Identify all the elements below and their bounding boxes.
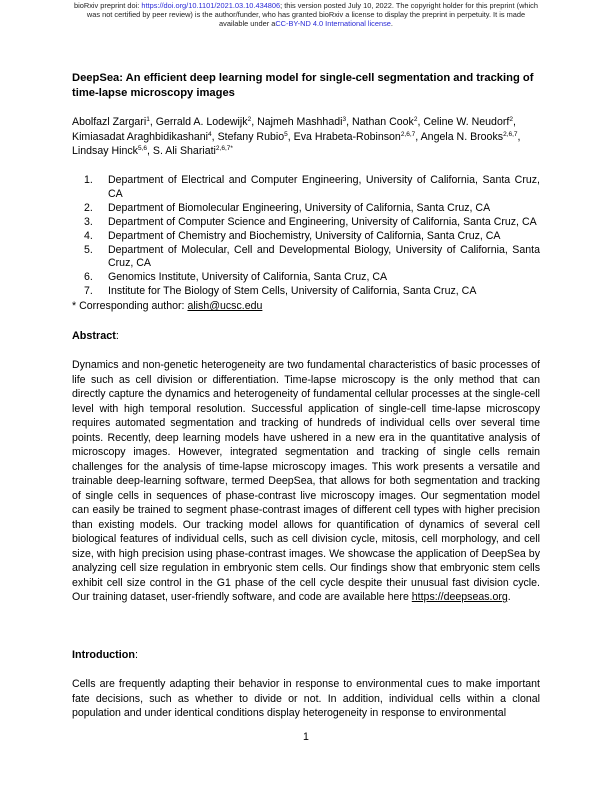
deepseas-link[interactable]: https://deepseas.org	[411, 591, 508, 603]
affiliation-text: Department of Biomolecular Engineering, University of California, Santa Cruz, CA	[108, 201, 491, 214]
author-affiliation-marker: 2,6,7*	[215, 145, 233, 153]
introduction-heading-text: Introduction	[72, 649, 135, 661]
abstract-heading-text: Abstract	[72, 330, 116, 342]
abstract-heading-colon: :	[115, 330, 119, 342]
corresponding-author	[72, 299, 262, 313]
doi-link[interactable]: https://doi.org/10.1101/2021.03.10.434806	[141, 1, 281, 10]
introduction-heading-colon: :	[134, 649, 138, 661]
affiliation-item	[84, 271, 540, 285]
author-name: S. Ali Shariati	[152, 145, 216, 158]
affiliation-number: 7.	[84, 285, 93, 298]
author-name: Lindsay Hinck	[72, 145, 138, 158]
affiliation-number: 6.	[84, 271, 93, 284]
abstract-text: Dynamics and non-genetic heterogeneity are two fundamental characteristics of basic processes of life such as cell division or differentiation. Time-lapse microscopy is the only method that can directly capture the dynamics and heterogeneity of fundamental cellular processes at the single-cell level with high temporal resolution. Successful application of single-cell time-lapse microscopy requires automated segmentation and tracking of hundreds of individual cells over several time points. Recently, deep learning models have ushered in a new era in the quantitative analysis of microscopy images. However, integrated segmentation and tracking of single cells remain challenges for the analysis of time-lapse microscopy images. This work presents a versatile and trainable deep-learning software, termed DeepSea, that allows for both segmentation and tracking of single cells in sequences of phase-contrast live microscopy images. Our segmentation model can easily be trained to segment phase-contrast images of different cell types with higher precision than existing models. Our tracking model allows for quantification of dynamics of several cell biological features of individual cells, such as cell division cycle, mitosis, cell morphology, and cell size, with high precision using phase-contrast images. We showcase the application of DeepSea by analyzing cell size regulation in embryonic stem cells. Our findings show that embryonic stem cells exhibit cell size control in the G1 phase of the cell cycle despite their unusual fast division cycle. Our training dataset, user-friendly software, and code are available here	[72, 359, 540, 603]
affiliation-item	[84, 244, 540, 272]
affiliation-item	[84, 216, 540, 230]
affiliation-list	[84, 174, 540, 299]
corresponding-label: * Corresponding author:	[72, 300, 188, 312]
affiliation-number: 5.	[84, 243, 93, 256]
affiliation-item	[84, 174, 540, 202]
author-affiliation-marker: 2,6,7	[503, 130, 518, 138]
author-affiliation-marker: 3	[342, 116, 347, 123]
author-name: Eva Hrabeta-Robinson	[293, 130, 401, 143]
affiliation-item	[84, 285, 540, 299]
author-list: Abolfazl Zargari$^1$, Gerrald A. Lodewijk$^2$, Najmeh Mashhadi$^3$, Nathan Cook$^2$, Celine W. Neudorf$^2$, Kimiasadat Araghbidikashani$^4$, Stefany Rubio$^5$, Eva Hrabeta-Robinson$^{2,6,7}$, Angela N. Brooks$^{2,6,7}$, Lindsay Hinck$^{5,6}$, S. Ali Shariati$^{2,6,7*}$	[72, 116, 521, 158]
affiliation-text: Department of Electrical and Computer Engineering, University of California, Santa Cruz, CA	[108, 174, 540, 200]
header-line3-suffix: .	[390, 19, 393, 28]
author-affiliation-marker: 2	[247, 116, 252, 123]
affiliation-number: 3.	[84, 215, 93, 228]
affiliation-text: Institute for The Biology of Stem Cells, University of California, Santa Cruz, CA	[108, 285, 477, 298]
abstract-paragraph	[72, 358, 540, 605]
header-prefix: bioRxiv preprint doi:	[74, 1, 142, 10]
paper-title: DeepSea: An efficient deep learning model for single-cell segmentation and tracking of time-lapse microscopy images	[72, 72, 534, 99]
license-link[interactable]: CC-BY-ND 4.0 International license	[275, 19, 391, 28]
abstract-end: .	[507, 591, 511, 603]
affiliation-number: 1.	[84, 174, 93, 186]
author-affiliation-marker: 4	[208, 130, 212, 138]
affiliation-text: Department of Chemistry and Biochemistry, University of California, Santa Cruz, CA	[108, 229, 501, 242]
affiliation-item	[84, 230, 540, 244]
author-name: Nathan Cook	[351, 116, 414, 128]
affiliation-item	[84, 202, 540, 216]
author-affiliation-marker: 2	[509, 116, 513, 123]
affiliation-text: Department of Computer Science and Engineering, University of California, Santa Cruz, CA	[108, 215, 537, 228]
affiliation-number: 4.	[84, 229, 93, 242]
author-affiliation-marker: 1	[146, 116, 150, 123]
abstract-heading	[72, 329, 119, 343]
affiliation-number: 2.	[84, 201, 93, 214]
author-affiliation-marker: 5	[284, 130, 288, 138]
affiliation-text: Department of Molecular, Cell and Developmental Biology, University of California, Santa Cruz, CA	[108, 243, 540, 270]
author-name: Stefany Rubio	[217, 130, 285, 143]
author-affiliation-marker: 5,6	[137, 145, 147, 153]
header-line2: was not certified by peer review) is the author/funder, who has granted bioRxiv a license to display the preprint in perpetuity. It is made	[86, 10, 526, 19]
introduction-paragraph: Cells are frequently adapting their behavior in response to environmental cues to make important fate decisions, such as whether to divide or not. In addition, individual cells within a clonal population and under identical conditions display heterogeneity in response to environmental	[72, 678, 540, 719]
header-line3-prefix: available under a	[219, 19, 276, 28]
author-name: Angela N. Brooks	[420, 130, 504, 143]
author-name: Kimiasadat Araghbidikashani	[72, 130, 209, 143]
author-name: Abolfazl Zargari	[72, 116, 147, 128]
header-line1-rest: ; this version posted July 10, 2022. The copyright holder for this preprint (which	[280, 1, 538, 10]
corresponding-email-link[interactable]: alish@ucsc.edu	[187, 300, 263, 312]
author-name: Gerrald A. Lodewijk	[155, 116, 248, 128]
introduction-heading	[72, 648, 138, 662]
page-number: 1	[303, 731, 309, 743]
preprint-header	[0, 1, 612, 28]
author-name: Celine W. Neudorf	[423, 116, 510, 128]
author-affiliation-marker: 2	[413, 116, 418, 123]
affiliation-text: Genomics Institute, University of California, Santa Cruz, CA	[108, 271, 388, 284]
author-name: Najmeh Mashhadi	[257, 116, 343, 128]
author-affiliation-marker: 2,6,7	[400, 130, 416, 138]
